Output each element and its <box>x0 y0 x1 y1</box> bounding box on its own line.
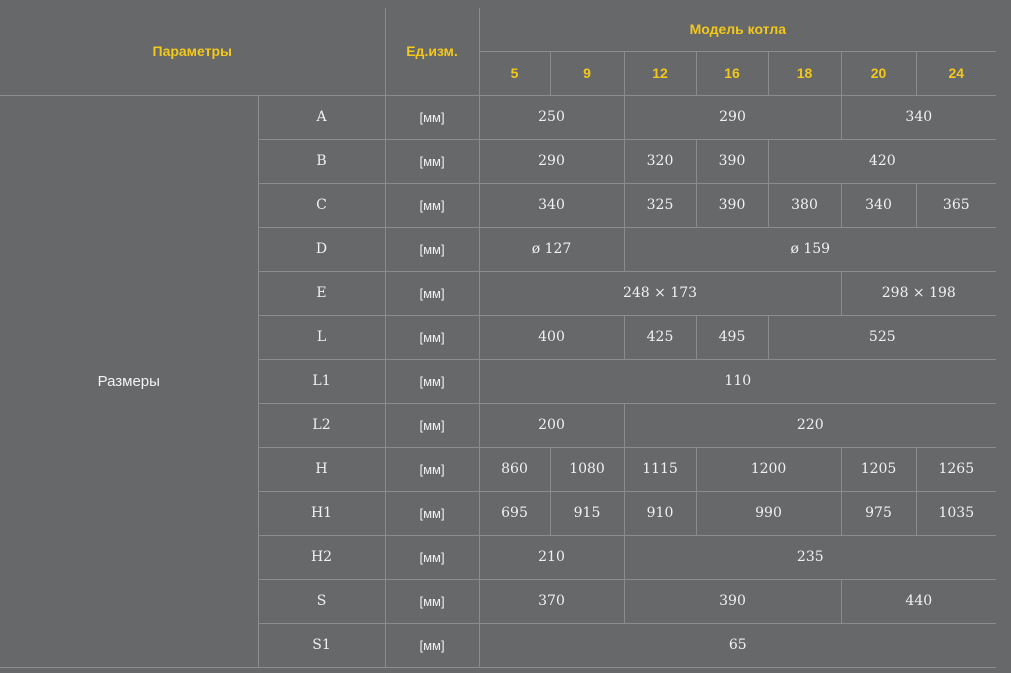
unit-cell: [мм] <box>385 491 479 535</box>
unit-cell: [мм] <box>385 403 479 447</box>
header-model-5: 5 <box>479 51 550 95</box>
value-cell: 525 <box>768 315 996 359</box>
value-cell: 340 <box>841 95 996 139</box>
table-body <box>0 95 996 667</box>
unit-cell: [мм] <box>385 227 479 271</box>
header-model-16: 16 <box>696 51 768 95</box>
value-cell: 200 <box>479 403 624 447</box>
unit-cell: [мм] <box>385 359 479 403</box>
value-cell: 990 <box>696 491 841 535</box>
table-header <box>0 8 996 95</box>
header-model-24: 24 <box>916 51 996 95</box>
value-cell: 975 <box>841 491 916 535</box>
header-model-9: 9 <box>550 51 624 95</box>
table-row <box>0 95 996 139</box>
value-cell: 65 <box>479 623 996 667</box>
value-cell: 1080 <box>550 447 624 491</box>
value-cell: 400 <box>479 315 624 359</box>
value-cell: 440 <box>841 579 996 623</box>
param-name: L1 <box>258 359 385 403</box>
value-cell: 420 <box>768 139 996 183</box>
header-model-18: 18 <box>768 51 841 95</box>
value-cell: 695 <box>479 491 550 535</box>
param-name: B <box>258 139 385 183</box>
value-cell: 390 <box>696 183 768 227</box>
value-cell: 340 <box>841 183 916 227</box>
value-cell: 910 <box>624 491 696 535</box>
param-name: S <box>258 579 385 623</box>
value-cell: 1115 <box>624 447 696 491</box>
value-cell: 290 <box>479 139 624 183</box>
value-cell: 495 <box>696 315 768 359</box>
param-name: H <box>258 447 385 491</box>
value-cell: 250 <box>479 95 624 139</box>
param-name: H1 <box>258 491 385 535</box>
param-name: L <box>258 315 385 359</box>
value-cell: 370 <box>479 579 624 623</box>
spec-table-container <box>0 8 996 668</box>
unit-cell: [мм] <box>385 95 479 139</box>
value-cell: 298 × 198 <box>841 271 996 315</box>
value-cell: 1265 <box>916 447 996 491</box>
unit-cell: [мм] <box>385 183 479 227</box>
param-name: E <box>258 271 385 315</box>
value-cell: 290 <box>624 95 841 139</box>
value-cell: 365 <box>916 183 996 227</box>
param-name: D <box>258 227 385 271</box>
value-cell: 210 <box>479 535 624 579</box>
unit-cell: [мм] <box>385 139 479 183</box>
boiler-dimensions-table <box>0 8 996 668</box>
unit-cell: [мм] <box>385 623 479 667</box>
group-label-dimensions: Размеры <box>0 95 258 667</box>
header-model: Модель котла <box>479 8 996 51</box>
value-cell: 380 <box>768 183 841 227</box>
value-cell: ø 127 <box>479 227 624 271</box>
value-cell: 1035 <box>916 491 996 535</box>
value-cell: ø 159 <box>624 227 996 271</box>
header-model-20: 20 <box>841 51 916 95</box>
value-cell: 390 <box>624 579 841 623</box>
value-cell: 110 <box>479 359 996 403</box>
unit-cell: [мм] <box>385 271 479 315</box>
value-cell: 235 <box>624 535 996 579</box>
unit-cell: [мм] <box>385 579 479 623</box>
param-name: A <box>258 95 385 139</box>
value-cell: 915 <box>550 491 624 535</box>
value-cell: 860 <box>479 447 550 491</box>
header-params: Параметры <box>0 8 385 95</box>
header-model-12: 12 <box>624 51 696 95</box>
param-name: L2 <box>258 403 385 447</box>
param-name: S1 <box>258 623 385 667</box>
unit-cell: [мм] <box>385 447 479 491</box>
value-cell: 390 <box>696 139 768 183</box>
value-cell: 248 × 173 <box>479 271 841 315</box>
value-cell: 320 <box>624 139 696 183</box>
unit-cell: [мм] <box>385 535 479 579</box>
value-cell: 1200 <box>696 447 841 491</box>
unit-cell: [мм] <box>385 315 479 359</box>
value-cell: 325 <box>624 183 696 227</box>
value-cell: 1205 <box>841 447 916 491</box>
value-cell: 220 <box>624 403 996 447</box>
param-name: C <box>258 183 385 227</box>
value-cell: 340 <box>479 183 624 227</box>
value-cell: 425 <box>624 315 696 359</box>
param-name: H2 <box>258 535 385 579</box>
header-unit: Ед.изм. <box>385 8 479 95</box>
